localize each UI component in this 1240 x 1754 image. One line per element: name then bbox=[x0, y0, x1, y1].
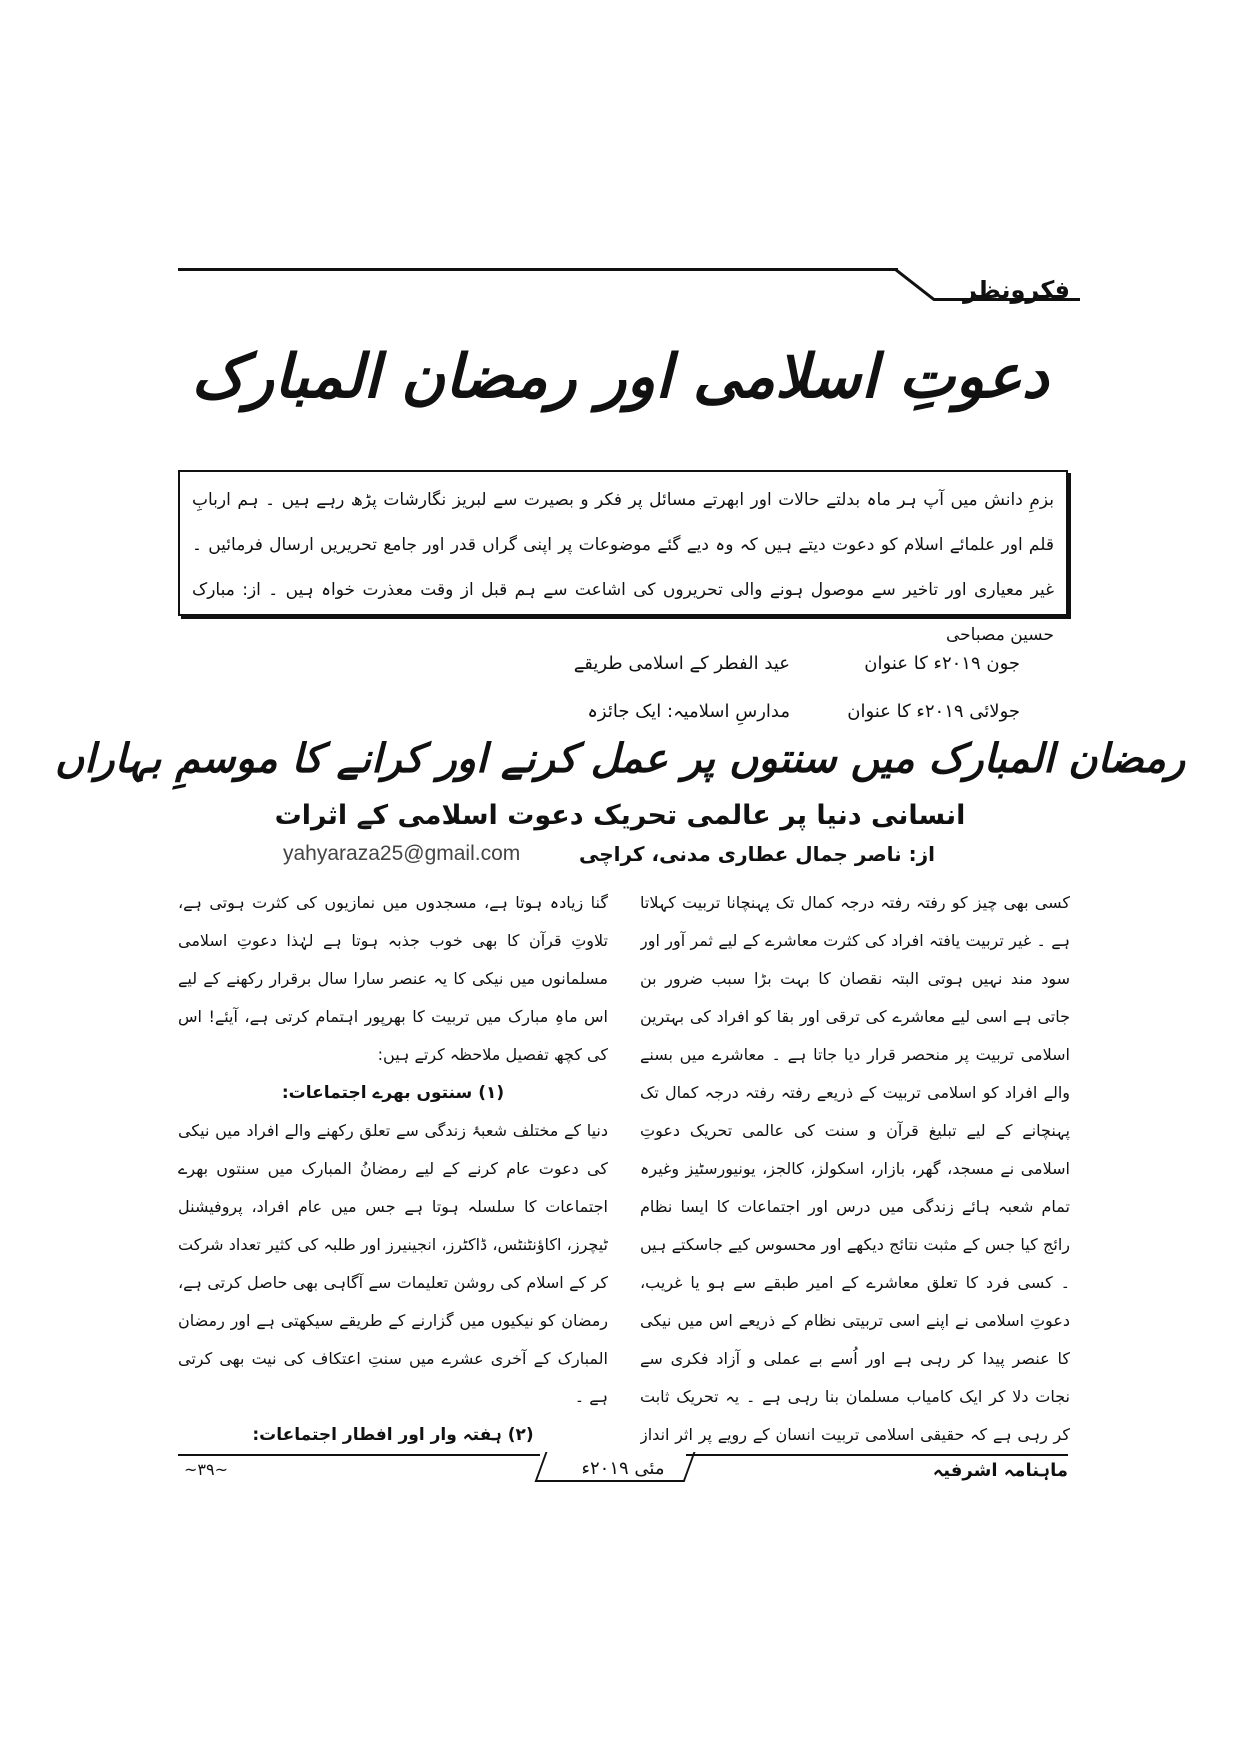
topic-row bbox=[500, 688, 1020, 736]
article-column-left bbox=[178, 884, 608, 1444]
topic-label: جولائی ۲۰۱۹ء کا عنوان bbox=[847, 701, 1020, 722]
article-column-right bbox=[640, 884, 1070, 1444]
footer-date: مئی ۲۰۱۹ء bbox=[581, 1458, 665, 1479]
paragraph: گنا زیادہ ہوتا ہے، مسجدوں میں نمازیوں کی کثرت ہوتی ہے، تلاوتِ قرآن کا بھی خوب جذبہ ہوتا ہے لہٰذا دعوتِ اسلامی مسلمانوں میں نیکی کا یہ عنصر سارا سال برقرار رکھنے کے لیے اس ماہِ مبارک میں تربیت کا بھرپور اہتمام کرتی ہے، آیئے! اس کی کچھ تفصیل ملاحظہ کرتے ہیں: bbox=[178, 893, 608, 1064]
topic-label: جون ۲۰۱۹ء کا عنوان bbox=[864, 653, 1020, 674]
header-rule-slant bbox=[894, 268, 935, 301]
header-rule bbox=[178, 268, 898, 271]
section-heading: (۱) سنتوں بھرے اجتماعات: bbox=[281, 1083, 505, 1103]
topic-row bbox=[500, 640, 1020, 688]
topics-list bbox=[500, 640, 1020, 736]
paragraph: دنیا کے مختلف شعبۂ زندگی سے تعلق رکھنے والے افراد میں نیکی کی دعوت عام کرنے کے لیے رمضانُ المبارک میں سنتوں بھرے اجتماعات کا سلسلہ ہوتا ہے جس میں عام افراد، پروفیشنل ٹیچرز، اکاؤنٹنٹس، ڈاکٹرز، انجینیرز اور طلبہ کی کثیر تعداد شرکت کر کے اسلام کی روشن تعلیمات سے آگاہی بھی حاصل کرتی ہے، رمضان کو نیکیوں میں گزارنے کے طریقے سیکھتی ہے اور رمضان المبارک کے آخری عشرے میں سنتِ اعتکاف کی نیت بھی کرتی ہے ۔ bbox=[178, 1121, 608, 1406]
article-subheadline: انسانی دنیا پر عالمی تحریک دعوت اسلامی کے اثرات bbox=[274, 800, 966, 831]
paragraph: کسی بھی چیز کو رفتہ رفتہ درجہ کمال تک پہنچانا تربیت کہلاتا ہے ۔ غیر تربیت یافتہ افراد کی کثرت معاشرے کے لیے ثمر آور اور سود مند نہیں ہوتی البتہ نقصان کا بہت بڑا سبب ضرور بن جاتی ہے اسی لیے معاشرے کی ترقی اور بقا کو افراد کی بہترین اسلامی تربیت پر منحصر قرار دیا جاتا ہے ۔ معاشرے میں بسنے والے افراد کو اسلامی تربیت کے ذریعے رفتہ رفتہ درجہ کمال تک پہنچانے کے لیے تبلیغ قرآن و سنت کی عالمی تحریک دعوتِ اسلامی نے مسجد، گھر، بازار، اسکولز، کالجز، یونیورسٹیز وغیرہ تمام شعبہ ہائے زندگی میں درس اور اجتماعات کا ایسا نظام رائج کیا جس کے مثبت نتائج دیکھے اور محسوس کیے جاسکتے ہیں ۔ کسی فرد کا تعلق معاشرے کے امیر طبقے سے ہو یا غریب، دعوتِ اسلامی نے اپنے اسی تربیتی نظام کے ذریعے اس میں نیکی کا عنصر پیدا کر رہی ہے اور اُسے بے عملی و آزاد فکری سے نجات دلا کر ایک کامیاب مسلمان بنا رہی ہے ۔ یہ تحریک ثابت کر رہی ہے کہ حقیقی اسلامی تربیت انسان کے رویے پر اثر انداز bbox=[640, 893, 1070, 1444]
article-author: از: ناصر جمال عطاری مدنی، کراچی bbox=[578, 842, 935, 866]
topic-value: عید الفطر کے اسلامی طریقے bbox=[573, 653, 790, 674]
section-heading: (۲) ہفتہ وار اور افطار اجتماعات: bbox=[252, 1425, 534, 1444]
author-email: yahyaraza25@gmail.com bbox=[283, 842, 521, 865]
footer-magazine-name: ماہنامہ اشرفیہ bbox=[932, 1460, 1068, 1481]
article-headline: رمضان المبارک میں سنتوں پر عمل کرنے اور کرانے کا موسمِ بہاراں bbox=[54, 735, 1186, 782]
page-number: ~۳۹~ bbox=[184, 1460, 228, 1479]
footer-rule-left bbox=[178, 1454, 540, 1456]
section-label: فکرونظر bbox=[963, 276, 1070, 304]
footer-rule-right bbox=[686, 1454, 1068, 1456]
topic-value: مدارسِ اسلامیہ: ایک جائزہ bbox=[587, 701, 790, 722]
page-title: دعوتِ اسلامی اور رمضان المبارک bbox=[191, 342, 1049, 412]
notice-box: بزمِ دانش میں آپ ہر ماہ بدلتے حالات اور ابھرتے مسائل پر فکر و بصیرت سے لبریز نگارشات پڑھ رہے ہیں ۔ ہم اربابِ قلم اور علمائے اسلام کو دعوت دیتے ہیں کہ وہ دیے گئے موضوعات پر اپنی گراں قدر اور جامع تحریریں ارسال فرمائیں ۔ غیر معیاری اور تاخیر سے موصول ہونے والی تحریروں کی اشاعت سے ہم قبل از وقت معذرت خواہ ہیں ۔ از: مبارک حسین مصباحی bbox=[178, 470, 1068, 616]
